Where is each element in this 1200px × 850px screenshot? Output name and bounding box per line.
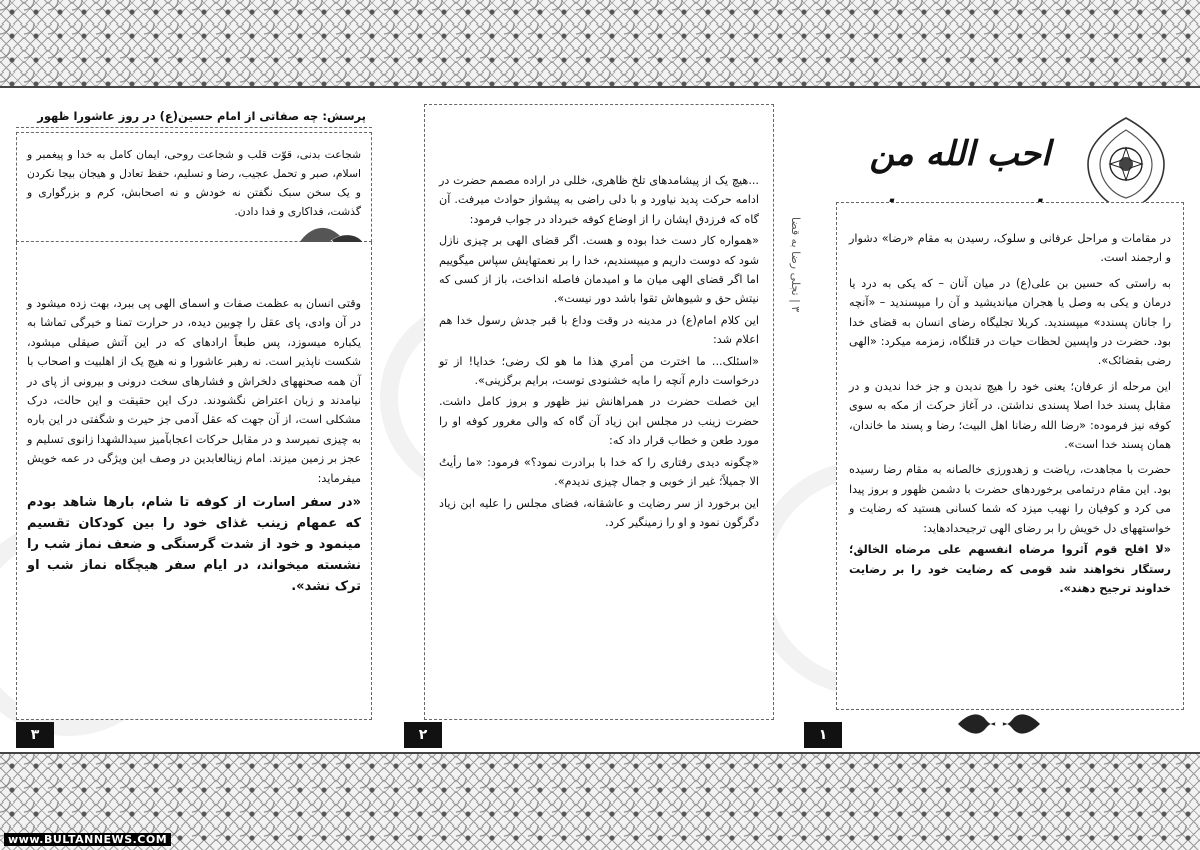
site-watermark: www.BULTANNEWS.COM bbox=[4, 833, 171, 846]
page-number-2: ۲ bbox=[404, 722, 442, 748]
page-2-body bbox=[424, 104, 774, 720]
calligraphy-title: احب الله من bbox=[869, 134, 1051, 174]
page-1-body bbox=[836, 202, 1184, 710]
page-2-paragraph: این کلام امام(ع) در مدینه در وقت وداع با قبر جدش رسول خدا هم اعلام شد: bbox=[439, 313, 759, 347]
page-1-paragraph: به راستی که حسین بن علی(ع) در میان آنان – که یکی به درد یا درمان و یکی به وصل یا هجران میاندیشید و آن را میپسندید – «آنچه را جانان پسندد» میپسندید. کربلا تجلیگاه رضای انسان به قضای خدا بود. حضرت در واپسین لحظات حیات در قتلگاه، زمزمه میکرد: «الهی رضی بقضائک». bbox=[849, 276, 1171, 368]
bottom-ornament-band bbox=[0, 752, 1200, 850]
page-1-paragraph: در مقامات و مراحل عرفانی و سلوک، رسیدن به مقام «رضا» دشوار و ارجمند است. bbox=[849, 232, 1171, 265]
top-ornament-band bbox=[0, 0, 1200, 88]
medallion-ornament bbox=[1086, 116, 1166, 212]
vertical-section-label: ۳ | تجلی رضا به قضا bbox=[789, 216, 802, 312]
page-2-paragraph: «اسئلک... ما اخترت من أمري هذا ما هو لک رضی؛ خدایا! از تو درخواست دارم آنچه را مایه خشنودی توست، برایم برگزینی». bbox=[439, 354, 759, 388]
page-number-1: ۱ bbox=[804, 722, 842, 748]
page-number-3: ۳ bbox=[16, 722, 54, 748]
page-2-paragraph: «چگونه دیدی رفتاری را که خدا با برادرت نمود؟» فرمود: «ما رأیتُ الا جمیلاً؛ غیر از خوبی و جمال چیزی ندیدم». bbox=[439, 455, 759, 489]
page-3-paragraph: وقتی انسان به عظمت صفات و اسمای الهی پی ببرد، بهت زده میشود و در آن وادی، پای عقل را چوبین دیده، در حرارت تمنا و خیرگی تماشا به یکباره میسوزد، پس طبعاً ارادهای که در این آتش صیقلی میشود، شکست ناپذیر است. نه رهبر عاشورا و نه هیچ یک از اهلبیت و اصحاب با آن همه صحنههای دلخراش و فشارهای سخت درونی و بیرونی از پای در نیامدند و زبان اعتراض نگشودند. درک این حقیقت و این حالت، درک مشکلی است، از آن جهت که عقل آدمی جز حیرت و شگفتی در این باره به چیزی نمیرسد و در مقابل حرکات اعجابآمیز سیدالشهدا زانوی تسلیم و عجز بر زمین میزند. امام زینالعابدین در وصف این ویژگی در عمه خویش میفرماید: bbox=[27, 297, 361, 485]
divider-ornament bbox=[956, 710, 1042, 738]
answer-text: شجاعت بدنی، قوّت قلب و شجاعت روحی، ایمان کامل به خدا و پیغمبر و اسلام، صبر و تحمل عجیب، رضا و تسلیم، حفظ تعادل و هیجان بیجا نکردن و یک سخن سبک نگفتن نه خودش و نه اصحابش، کرم و بزرگواری و گذشت، فداکاری و فدا دادن. bbox=[27, 148, 361, 218]
page-2-paragraph: این خصلت حضرت در همراهانش نیز ظهور و بروز کامل داشت. حضرت زینب در مجلس ابن زیاد آن گاه که والی مغرور کوفه او را مورد طعن و خطاب قرار داد که: bbox=[439, 395, 759, 448]
page-3-body bbox=[16, 242, 372, 720]
page-3-closing-quote: «در سفر اسارت از کوفه تا شام، بارها شاهد بودم که عمهام زینب غذای خود را بین کودکان تقسیم مینمود و خود از شدت گرسنگی و ضعف نماز شب را نشسته میخواند، در ایام سفر هیچگاه نماز شب او ترک نشد». bbox=[27, 495, 361, 595]
page-2-paragraph: «همواره کار دست خدا بوده و هست. اگر قضای الهی بر چیزی نازل شود که دوست داریم و میپسندیم، خدا را بر نعمتهایش سپاس میگوییم اما اگر قضای الهی میان ما و امیدمان فاصله انداخت، باز از کسی که نیتش حق و شیوهاش تقوا باشد دور نیست». bbox=[439, 234, 759, 306]
page-1-closing-quote: «لا افلح قوم آثروا مرضاه انفسهم علی مرضاه الخالق؛ رستگار نخواهند شد قومی که رضایت خود را بر رضایت خداوند ترجیح دهند». bbox=[849, 543, 1171, 595]
page-1-paragraph: حضرت با مجاهدت، ریاضت و زهدورزی خالصانه به مقام رضا رسیده بود. این مقام درتمامی برخوردهای حضرت با دشمن ظهور و بروز پیدا می کرد و کوفیان را نهیب میزد که شما کسانی هستید که رضایت و خواستههای دل خویش را بر رضای الهی ترجیحدادهاید: bbox=[849, 463, 1171, 535]
page-2-paragraph: این برخورد از سر رضایت و عاشقانه، فضای مجلس را علیه ابن زیاد دگرگون نمود و او را زمینگیر کرد. bbox=[439, 496, 759, 529]
question-heading: پرسش: چه صفاتی از امام حسین(ع) در روز عاشورا ظهور bbox=[16, 104, 372, 128]
page-1-paragraph: این مرحله از عرفان؛ یعنی خود را هیچ ندیدن و جز خدا ندیدن و در مقابل پسند خدا اصلا پسندی نداشتن. در آغاز حرکت از مکه به سوی کوفه نیز فرموده: «رضا الله رضانا اهل البیت؛ رضا و پسند ما خاندان، همان پسند خدا است». bbox=[849, 379, 1171, 452]
page-2-paragraph: ...هیچ یک از پیشامدهای تلخ ظاهری، خللی در اراده مصمم حضرت در ادامه حرکت پدید نیاورد و با دلی راضی به پیشواز حوادث میرفت. آن گاه که فرزدق ایشان را از اوضاع کوفه خبرداد در جواب فرمود: bbox=[439, 174, 759, 226]
